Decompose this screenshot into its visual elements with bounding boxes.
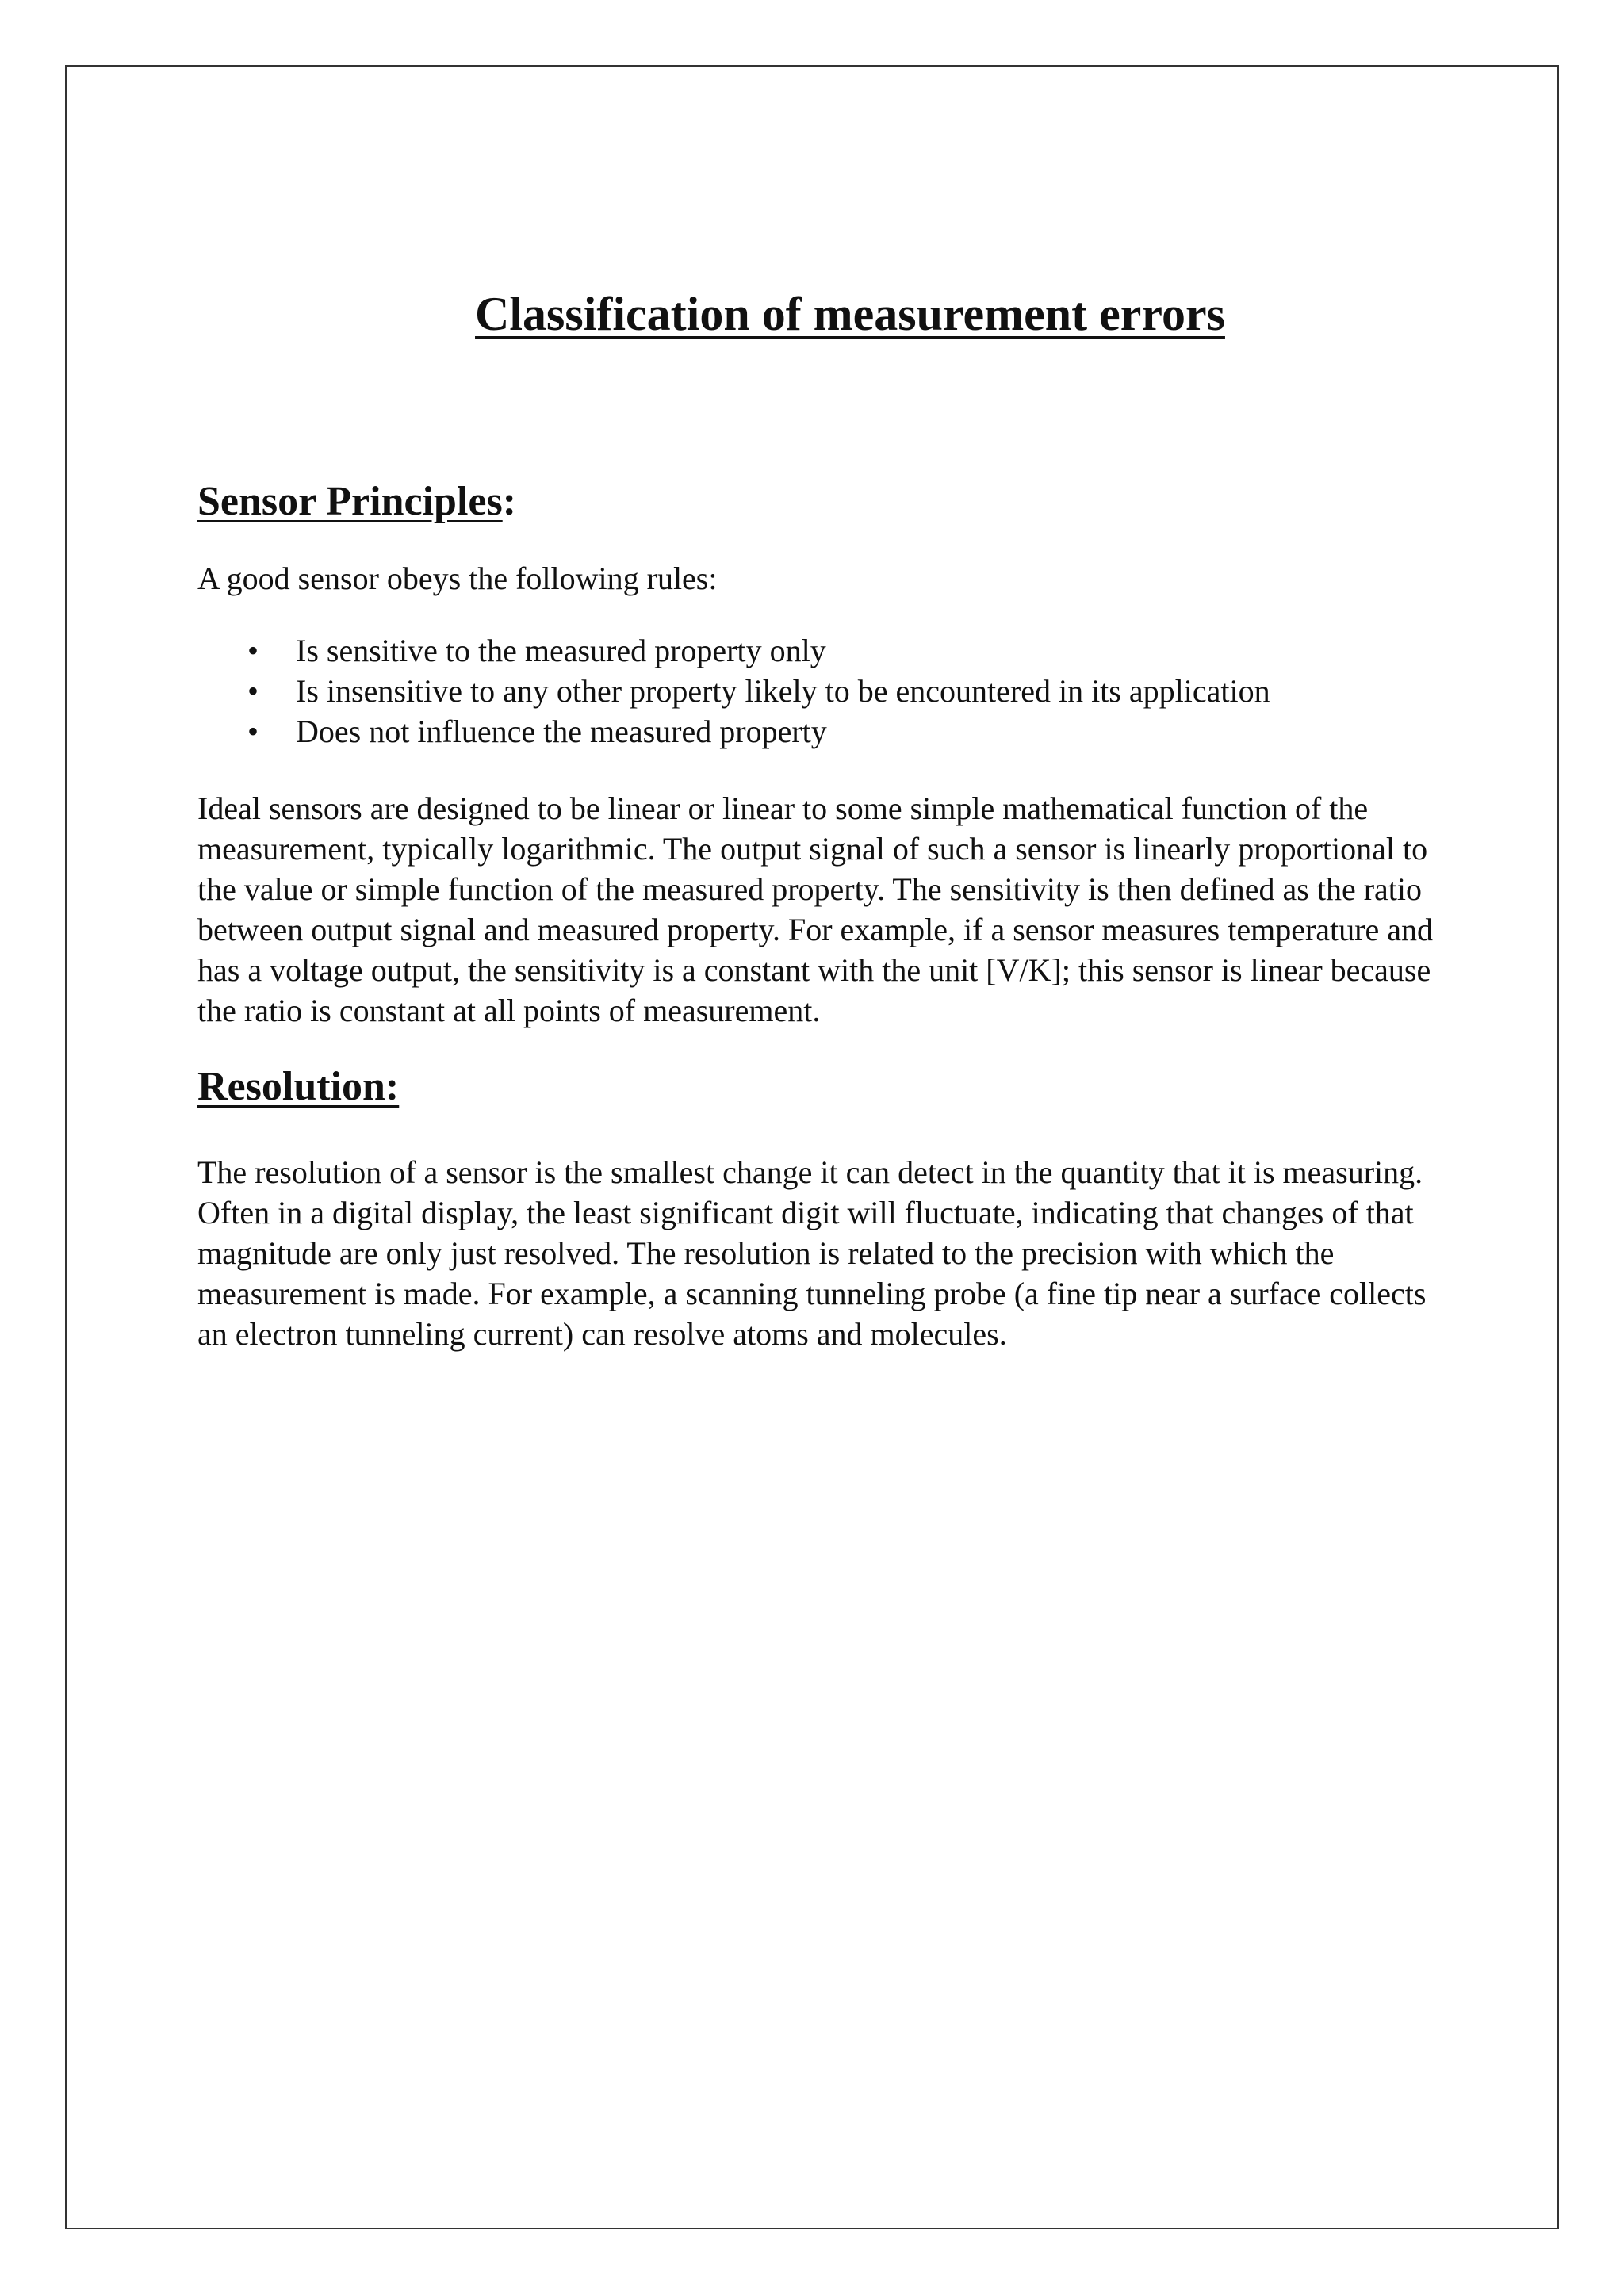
bullet-icon: • <box>247 633 259 669</box>
rules-intro-text: A good sensor obeys the following rules: <box>197 561 718 597</box>
section-heading-resolution-text: Resolution: <box>197 1064 400 1110</box>
section-heading-resolution <box>197 1062 1442 1112</box>
rules-list <box>197 630 1442 752</box>
list-item <box>197 630 1442 671</box>
resolution-paragraph: The resolution of a sensor is the smallest change it can detect in the quantity that it is measuring. Often in a digital display, the least significant digit will fluctuate, indicating that changes of that magnitude are only just resolved. The resolution is related to the precision with which the measurement is made. For example, a scanning tunneling probe (a fine tip near a surface collects an electron tunneling current) can resolve atoms and molecules. <box>197 1154 1427 1352</box>
list-item <box>197 671 1442 711</box>
list-item-text: Is sensitive to the measured property only <box>296 633 826 669</box>
section-heading-sensor-principles-text: Sensor Principles <box>197 479 503 524</box>
list-item-text: Does not influence the measured property <box>296 714 827 750</box>
document-body <box>197 285 1442 1354</box>
bullet-icon: • <box>247 673 259 710</box>
list-item-text: Is insensitive to any other property likely to be encountered in its application <box>296 673 1270 710</box>
bullet-icon: • <box>247 714 259 750</box>
list-item <box>197 711 1442 752</box>
ideal-sensors-paragraph: Ideal sensors are designed to be linear or linear to some simple mathematical function of the measurement, typically logarithmic. The output signal of such a sensor is linearly proportional to the value or simple function of the measured property. The sensitivity is then defined as the ratio between output signal and measured property. For example, if a sensor measures temperature and has a voltage output, the sensitivity is a constant with the unit [V/K]; this sensor is linear because the ratio is constant at all points of measurement. <box>197 790 1433 1029</box>
section-heading-colon: : <box>502 479 517 524</box>
section-heading-sensor-principles <box>197 477 1442 526</box>
document-title: Classification of measurement errors <box>475 288 1225 340</box>
